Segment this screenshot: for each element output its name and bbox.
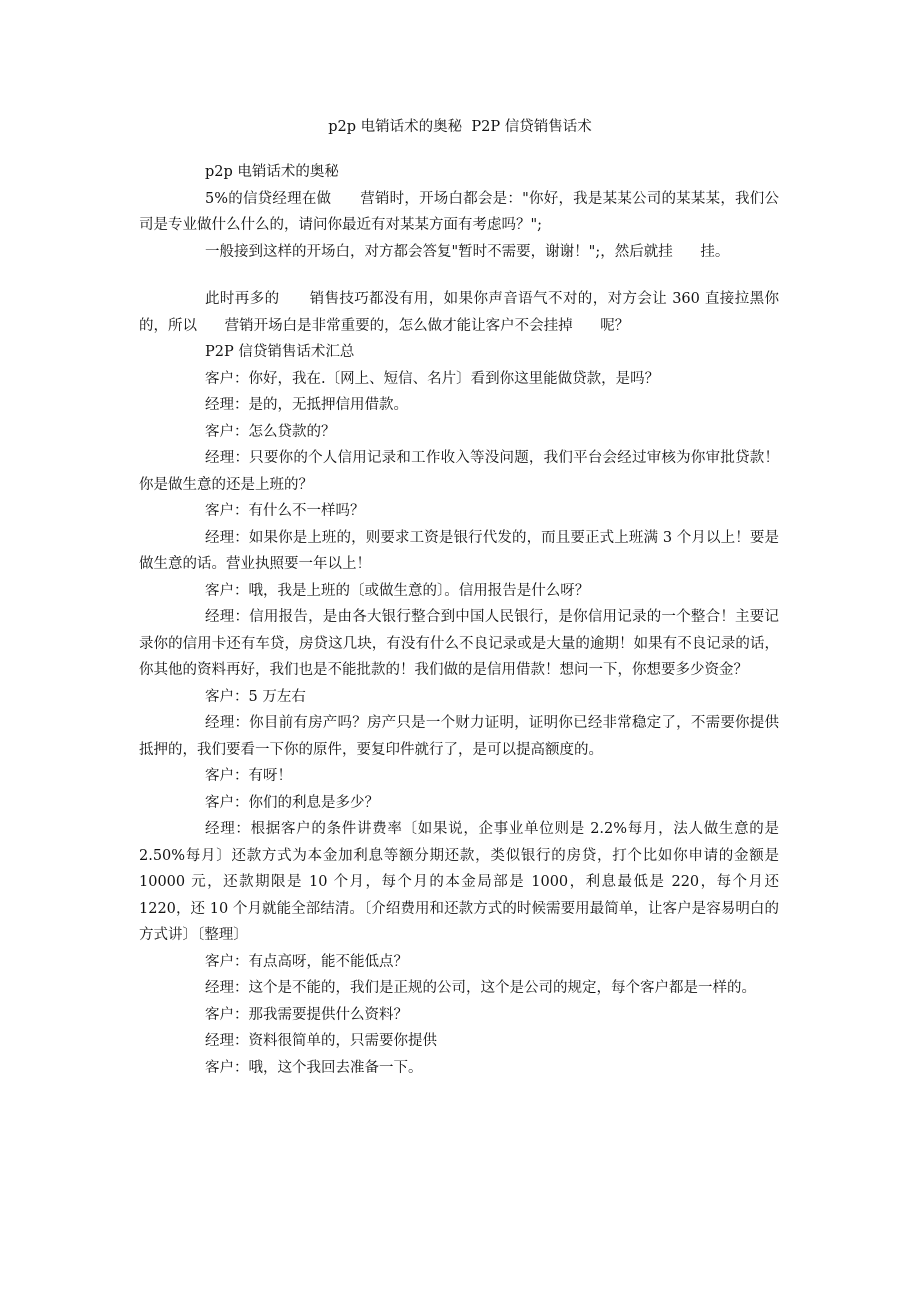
dialogue-line: 客户：哦，这个我回去准备一下。 [205, 1059, 423, 1076]
document-body [139, 159, 784, 1081]
dialogue-line: 经理：只要你的个人信用记录和工作收入等没问题，我们平台会经过审核为你审批贷款！你是做生意的还是上班的？ [139, 450, 779, 493]
dialogue-line: 客户：5 万左右 [205, 688, 306, 705]
dialogue-line: 经理：资料很简单的，只需要你提供 [205, 1033, 437, 1049]
dialogue-line: 经理：根据客户的条件讲费率〔如果说，企事业单位则是 2.2%每月，法人做生意的是 2.50%每月〕还款方式为本金加利息等额分期还款，类似银行的房贷，打个比如你申请的金额是 10000 元，还款期限是 10 个月，每个月的本金局部是 1000，利息最低是 220，每个月还 1220，还 10 个月就能全部结清。〔介绍费用和还款方式的时候需要用最简单，让客户是容易明白的方式讲〕〔整理〕 [139, 821, 784, 943]
paragraph: p2p 电销话术的奥秘 [205, 164, 339, 180]
dialogue-line: 客户：你们的利息是多少？ [205, 794, 379, 811]
dialogue-line: 客户：你好，我在.〔网上、短信、名片〕看到你这里能做贷款，是吗？ [205, 370, 660, 387]
section-heading: P2P 信贷销售话术汇总 [205, 344, 355, 360]
document-title: p2p 电销话术的奥秘 P2P 信贷销售话术 [328, 119, 592, 135]
paragraph: 此时再多的 销售技巧都没有用，如果你声音语气不对的，对方会让 360 直接拉黑你的，所以 营销开场白是非常重要的，怎么做才能让客户不会挂掉 呢？ [139, 291, 779, 334]
paragraph: 5%的信贷经理在做 营销时，开场白都会是："你好，我是某某公司的某某某，我们公司是专业做什么什么的，请问你最近有对某某方面有考虑吗？"; [139, 190, 779, 233]
dialogue-line: 客户：怎么贷款的？ [205, 423, 336, 440]
dialogue-line: 客户：有什么不一样吗？ [205, 503, 365, 519]
dialogue-line: 经理：这个是不能的，我们是正规的公司，这个是公司的规定，每个客户都是一样的。 [205, 980, 756, 996]
dialogue-line: 经理：你目前有房产吗？房产只是一个财力证明，证明你已经非常稳定了，不需要你提供抵押的，我们要看一下你的原件，要复印件就行了，是可以提高额度的。 [139, 715, 779, 758]
dialogue-line: 客户：哦，我是上班的〔或做生意的〕。信用报告是什么呀？ [205, 582, 590, 599]
dialogue-line: 客户：那我需要提供什么资料？ [205, 1006, 408, 1023]
dialogue-line: 经理：是的，无抵押信用借款。 [205, 397, 408, 413]
dialogue-line: 客户：有点高呀，能不能低点？ [205, 953, 408, 970]
dialogue-line: 经理：信用报告，是由各大银行整合到中国人民银行，是你信用记录的一个整合！主要记录你的信用卡还有车贷，房贷这几块，有没有什么不良记录或是大量的逾期！如果有不良记录的话，你其他的资料再好，我们也是不能批款的！我们做的是信用借款！想问一下，你想要多少资金？ [139, 609, 779, 678]
dialogue-line: 客户：有呀！ [205, 768, 292, 784]
dialogue-line: 经理：如果你是上班的，则要求工资是银行代发的，而且要正式上班满 3 个月以上！要是做生意的话。营业执照要一年以上！ [139, 529, 779, 572]
paragraph: 一般接到这样的开场白，对方都会答复"暂时不需要，谢谢！";，然后就挂 挂。 [205, 243, 730, 260]
